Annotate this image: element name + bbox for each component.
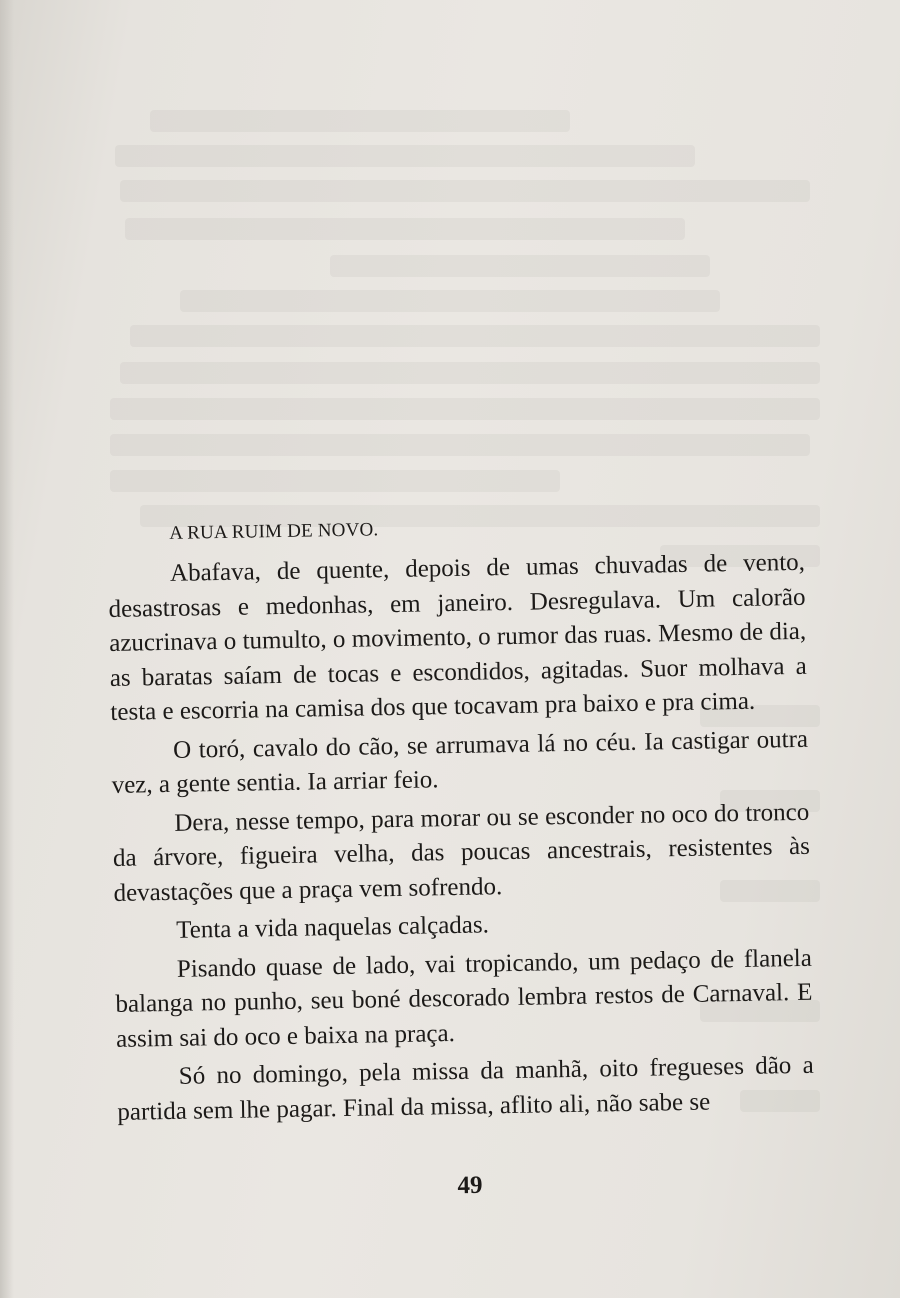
paragraph-5: Pisando quase de lado, vai tropicando, um pedaço de flanela balanga no punho, seu boné descorado lembra restos de Carnaval. E assim sai do oco e baixa na praça.	[115, 944, 813, 1053]
page-text	[107, 504, 815, 1134]
section-heading: A RUA RUIM DE NOVO.	[169, 519, 379, 544]
page-number: 49	[457, 1171, 483, 1200]
paragraph-3: Dera, nesse tempo, para morar ou se esconder no oco do tronco da árvore, figueira velha, das poucas ancestrais, resistentes às devastações que a praça vem sofrendo.	[112, 798, 811, 907]
paragraph-6: Só no domingo, pela missa da manhã, oito fregueses dão a partida sem lhe pagar. Final da missa, aflito ali, não sabe se	[117, 1051, 814, 1126]
paragraph-2: O toró, cavalo do cão, se arrumava lá no céu. Ia castigar outra vez, a gente sentia. Ia arriar feio.	[111, 725, 809, 799]
paragraph-1: Abafava, de quente, depois de umas chuvadas de vento, desastrosas e medonhas, em janeiro. Desregulava. Um calorão azucrinava o tumulto, o movimento, o rumor das ruas. Mesmo de dia, as baratas saíam de tocas e escondidos, agitadas. Suor molhava a testa e escorria na camisa dos que tocavam pra baixo e pra cima.	[108, 548, 807, 726]
page-edge-shadow	[0, 0, 14, 1298]
paragraph-4: Tenta a vida naquelas calçadas.	[176, 911, 490, 944]
